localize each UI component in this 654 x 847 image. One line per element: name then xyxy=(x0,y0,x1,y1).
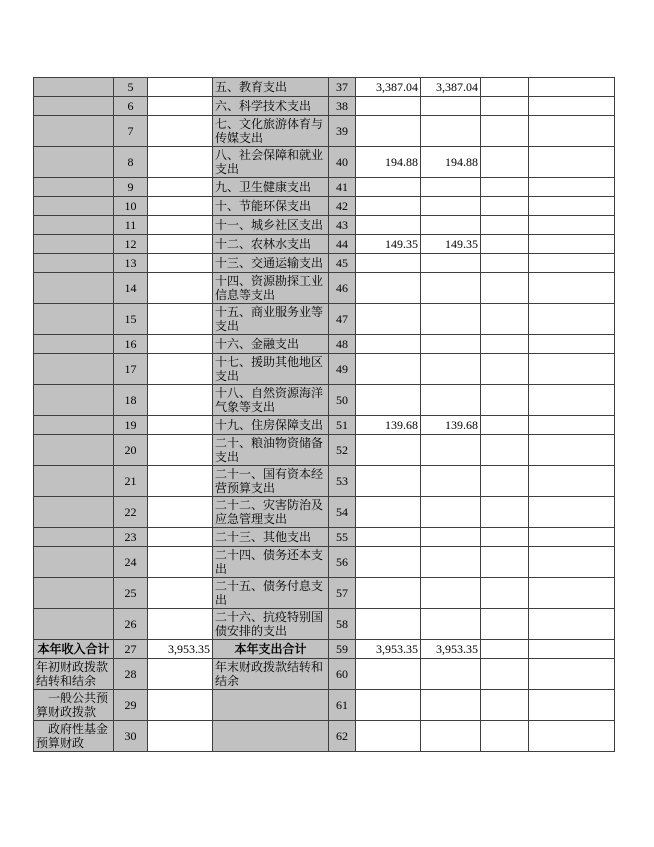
expenditure-amount-1 xyxy=(356,659,421,690)
income-seq-number: 30 xyxy=(114,721,148,752)
income-item-label xyxy=(34,435,114,466)
expenditure-seq-number: 38 xyxy=(329,97,356,116)
extra-amount-2 xyxy=(529,416,615,435)
expenditure-item-label: 十五、商业服务业等支出 xyxy=(213,304,329,335)
expenditure-amount-1 xyxy=(356,116,421,147)
income-item-label xyxy=(34,235,114,254)
income-seq-number: 29 xyxy=(114,690,148,721)
expenditure-amount-1 xyxy=(356,721,421,752)
extra-amount-1 xyxy=(481,178,529,197)
expenditure-amount-2: 3,387.04 xyxy=(421,78,481,97)
income-item-label xyxy=(34,116,114,147)
table-row xyxy=(34,235,615,254)
income-seq-number: 22 xyxy=(114,497,148,528)
expenditure-amount-1 xyxy=(356,97,421,116)
income-item-label xyxy=(34,273,114,304)
expenditure-item-label: 二十四、债务还本支出 xyxy=(213,547,329,578)
expenditure-item-label: 九、卫生健康支出 xyxy=(213,178,329,197)
expenditure-item-label: 十九、住房保障支出 xyxy=(213,416,329,435)
expenditure-seq-number: 61 xyxy=(329,690,356,721)
extra-amount-1 xyxy=(481,466,529,497)
extra-amount-1 xyxy=(481,609,529,640)
income-item-label xyxy=(34,197,114,216)
table-row xyxy=(34,609,615,640)
expenditure-seq-number: 56 xyxy=(329,547,356,578)
income-amount xyxy=(148,416,213,435)
income-seq-number: 26 xyxy=(114,609,148,640)
income-seq-number: 16 xyxy=(114,335,148,354)
income-amount xyxy=(148,466,213,497)
expenditure-amount-2 xyxy=(421,659,481,690)
expenditure-amount-2 xyxy=(421,690,481,721)
expenditure-amount-2 xyxy=(421,116,481,147)
income-amount xyxy=(148,273,213,304)
expenditure-amount-1: 194.88 xyxy=(356,147,421,178)
expenditure-item-label: 六、科学技术支出 xyxy=(213,97,329,116)
expenditure-amount-2: 3,953.35 xyxy=(421,640,481,659)
extra-amount-2 xyxy=(529,147,615,178)
income-item-label: 一般公共预算财政拨款 xyxy=(34,690,114,721)
income-item-label: 政府性基金预算财政 xyxy=(34,721,114,752)
expenditure-seq-number: 45 xyxy=(329,254,356,273)
income-seq-number: 11 xyxy=(114,216,148,235)
extra-amount-2 xyxy=(529,116,615,147)
income-amount xyxy=(148,435,213,466)
expenditure-seq-number: 39 xyxy=(329,116,356,147)
expenditure-item-label: 年末财政拨款结转和结余 xyxy=(213,659,329,690)
income-seq-number: 17 xyxy=(114,354,148,385)
income-item-label xyxy=(34,254,114,273)
expenditure-amount-1 xyxy=(356,497,421,528)
extra-amount-1 xyxy=(481,254,529,273)
income-item-label xyxy=(34,354,114,385)
extra-amount-2 xyxy=(529,721,615,752)
expenditure-amount-2 xyxy=(421,547,481,578)
table-row xyxy=(34,335,615,354)
expenditure-amount-1 xyxy=(356,354,421,385)
expenditure-amount-2: 139.68 xyxy=(421,416,481,435)
expenditure-amount-2 xyxy=(421,609,481,640)
expenditure-amount-1 xyxy=(356,385,421,416)
expenditure-item-label: 七、文化旅游体育与传媒支出 xyxy=(213,116,329,147)
expenditure-item-label xyxy=(213,721,329,752)
table-row xyxy=(34,147,615,178)
extra-amount-2 xyxy=(529,354,615,385)
income-seq-number: 10 xyxy=(114,197,148,216)
expenditure-amount-2 xyxy=(421,354,481,385)
table-row xyxy=(34,385,615,416)
expenditure-item-label: 十三、交通运输支出 xyxy=(213,254,329,273)
income-seq-number: 7 xyxy=(114,116,148,147)
extra-amount-1 xyxy=(481,147,529,178)
expenditure-amount-1 xyxy=(356,547,421,578)
extra-amount-1 xyxy=(481,216,529,235)
expenditure-item-label: 本年支出合计 xyxy=(213,640,329,659)
extra-amount-1 xyxy=(481,690,529,721)
income-item-label xyxy=(34,385,114,416)
income-seq-number: 5 xyxy=(114,78,148,97)
expenditure-amount-2 xyxy=(421,273,481,304)
extra-amount-1 xyxy=(481,721,529,752)
expenditure-item-label: 二十二、灾害防治及应急管理支出 xyxy=(213,497,329,528)
expenditure-item-label: 二十五、债务付息支出 xyxy=(213,578,329,609)
extra-amount-1 xyxy=(481,435,529,466)
extra-amount-1 xyxy=(481,116,529,147)
income-seq-number: 20 xyxy=(114,435,148,466)
expenditure-item-label: 十八、自然资源海洋气象等支出 xyxy=(213,385,329,416)
extra-amount-2 xyxy=(529,197,615,216)
expenditure-amount-2 xyxy=(421,178,481,197)
extra-amount-2 xyxy=(529,609,615,640)
expenditure-item-label xyxy=(213,690,329,721)
extra-amount-2 xyxy=(529,385,615,416)
expenditure-amount-1 xyxy=(356,273,421,304)
expenditure-amount-1: 3,953.35 xyxy=(356,640,421,659)
extra-amount-1 xyxy=(481,354,529,385)
extra-amount-2 xyxy=(529,235,615,254)
expenditure-item-label: 十一、城乡社区支出 xyxy=(213,216,329,235)
income-seq-number: 24 xyxy=(114,547,148,578)
table-row xyxy=(34,721,615,752)
extra-amount-2 xyxy=(529,216,615,235)
extra-amount-1 xyxy=(481,304,529,335)
income-seq-number: 13 xyxy=(114,254,148,273)
expenditure-seq-number: 43 xyxy=(329,216,356,235)
extra-amount-2 xyxy=(529,78,615,97)
income-item-label xyxy=(34,147,114,178)
income-item-label xyxy=(34,609,114,640)
expenditure-amount-1 xyxy=(356,197,421,216)
expenditure-amount-1 xyxy=(356,435,421,466)
extra-amount-2 xyxy=(529,335,615,354)
table-row xyxy=(34,578,615,609)
extra-amount-2 xyxy=(529,178,615,197)
income-item-label xyxy=(34,335,114,354)
expenditure-amount-1 xyxy=(356,609,421,640)
expenditure-amount-1 xyxy=(356,578,421,609)
table-row xyxy=(34,304,615,335)
income-seq-number: 14 xyxy=(114,273,148,304)
income-amount xyxy=(148,721,213,752)
table-row xyxy=(34,547,615,578)
extra-amount-1 xyxy=(481,416,529,435)
table-row xyxy=(34,640,615,659)
income-item-label: 本年收入合计 xyxy=(34,640,114,659)
expenditure-seq-number: 42 xyxy=(329,197,356,216)
income-amount xyxy=(148,216,213,235)
table-row xyxy=(34,97,615,116)
extra-amount-2 xyxy=(529,640,615,659)
income-amount xyxy=(148,385,213,416)
budget-table-body xyxy=(34,78,615,752)
expenditure-seq-number: 50 xyxy=(329,385,356,416)
expenditure-amount-1 xyxy=(356,216,421,235)
expenditure-amount-1 xyxy=(356,528,421,547)
extra-amount-1 xyxy=(481,640,529,659)
table-row xyxy=(34,659,615,690)
table-row xyxy=(34,497,615,528)
budget-table xyxy=(33,77,615,752)
expenditure-item-label: 十七、援助其他地区支出 xyxy=(213,354,329,385)
income-seq-number: 18 xyxy=(114,385,148,416)
expenditure-amount-1 xyxy=(356,335,421,354)
table-row xyxy=(34,197,615,216)
income-amount xyxy=(148,78,213,97)
expenditure-amount-2 xyxy=(421,97,481,116)
expenditure-item-label: 八、社会保障和就业支出 xyxy=(213,147,329,178)
expenditure-seq-number: 60 xyxy=(329,659,356,690)
extra-amount-2 xyxy=(529,659,615,690)
expenditure-amount-1: 3,387.04 xyxy=(356,78,421,97)
table-row xyxy=(34,273,615,304)
expenditure-seq-number: 37 xyxy=(329,78,356,97)
extra-amount-1 xyxy=(481,547,529,578)
table-row xyxy=(34,416,615,435)
expenditure-seq-number: 46 xyxy=(329,273,356,304)
income-item-label xyxy=(34,547,114,578)
expenditure-item-label: 十四、资源勘探工业信息等支出 xyxy=(213,273,329,304)
table-row xyxy=(34,435,615,466)
expenditure-seq-number: 49 xyxy=(329,354,356,385)
extra-amount-2 xyxy=(529,97,615,116)
expenditure-seq-number: 48 xyxy=(329,335,356,354)
extra-amount-2 xyxy=(529,497,615,528)
income-item-label xyxy=(34,578,114,609)
expenditure-seq-number: 55 xyxy=(329,528,356,547)
income-item-label xyxy=(34,304,114,335)
income-amount xyxy=(148,528,213,547)
expenditure-amount-2 xyxy=(421,435,481,466)
income-seq-number: 9 xyxy=(114,178,148,197)
table-row xyxy=(34,216,615,235)
extra-amount-1 xyxy=(481,273,529,304)
income-seq-number: 8 xyxy=(114,147,148,178)
table-row xyxy=(34,178,615,197)
expenditure-amount-2 xyxy=(421,528,481,547)
expenditure-amount-1 xyxy=(356,466,421,497)
expenditure-item-label: 二十六、抗疫特别国债安排的支出 xyxy=(213,609,329,640)
income-seq-number: 15 xyxy=(114,304,148,335)
extra-amount-1 xyxy=(481,497,529,528)
table-row xyxy=(34,78,615,97)
expenditure-amount-1 xyxy=(356,178,421,197)
expenditure-amount-2 xyxy=(421,197,481,216)
income-amount xyxy=(148,147,213,178)
expenditure-amount-2: 194.88 xyxy=(421,147,481,178)
income-seq-number: 12 xyxy=(114,235,148,254)
extra-amount-2 xyxy=(529,578,615,609)
income-seq-number: 25 xyxy=(114,578,148,609)
expenditure-amount-2 xyxy=(421,466,481,497)
expenditure-item-label: 二十三、其他支出 xyxy=(213,528,329,547)
table-row xyxy=(34,116,615,147)
expenditure-seq-number: 57 xyxy=(329,578,356,609)
extra-amount-1 xyxy=(481,659,529,690)
income-amount xyxy=(148,497,213,528)
expenditure-seq-number: 54 xyxy=(329,497,356,528)
expenditure-amount-1 xyxy=(356,690,421,721)
expenditure-amount-2 xyxy=(421,497,481,528)
extra-amount-2 xyxy=(529,466,615,497)
expenditure-seq-number: 62 xyxy=(329,721,356,752)
extra-amount-1 xyxy=(481,335,529,354)
income-item-label xyxy=(34,416,114,435)
expenditure-seq-number: 58 xyxy=(329,609,356,640)
expenditure-seq-number: 41 xyxy=(329,178,356,197)
table-row xyxy=(34,528,615,547)
income-amount xyxy=(148,116,213,147)
income-seq-number: 28 xyxy=(114,659,148,690)
income-amount xyxy=(148,659,213,690)
income-amount xyxy=(148,304,213,335)
income-amount xyxy=(148,235,213,254)
extra-amount-1 xyxy=(481,578,529,609)
income-seq-number: 6 xyxy=(114,97,148,116)
expenditure-amount-2 xyxy=(421,335,481,354)
income-seq-number: 23 xyxy=(114,528,148,547)
expenditure-amount-2: 149.35 xyxy=(421,235,481,254)
table-row xyxy=(34,354,615,385)
income-item-label xyxy=(34,528,114,547)
income-amount xyxy=(148,578,213,609)
income-amount xyxy=(148,690,213,721)
expenditure-seq-number: 47 xyxy=(329,304,356,335)
extra-amount-2 xyxy=(529,690,615,721)
table-row xyxy=(34,690,615,721)
expenditure-amount-1: 149.35 xyxy=(356,235,421,254)
expenditure-amount-2 xyxy=(421,304,481,335)
expenditure-seq-number: 40 xyxy=(329,147,356,178)
expenditure-seq-number: 52 xyxy=(329,435,356,466)
income-item-label xyxy=(34,216,114,235)
extra-amount-1 xyxy=(481,197,529,216)
income-amount xyxy=(148,335,213,354)
table-row xyxy=(34,466,615,497)
expenditure-item-label: 十二、农林水支出 xyxy=(213,235,329,254)
income-amount xyxy=(148,197,213,216)
table-row xyxy=(34,254,615,273)
expenditure-item-label: 五、教育支出 xyxy=(213,78,329,97)
income-amount xyxy=(148,609,213,640)
extra-amount-1 xyxy=(481,78,529,97)
expenditure-amount-2 xyxy=(421,721,481,752)
expenditure-amount-1: 139.68 xyxy=(356,416,421,435)
extra-amount-1 xyxy=(481,235,529,254)
expenditure-amount-2 xyxy=(421,385,481,416)
expenditure-seq-number: 51 xyxy=(329,416,356,435)
extra-amount-1 xyxy=(481,528,529,547)
income-amount: 3,953.35 xyxy=(148,640,213,659)
extra-amount-2 xyxy=(529,254,615,273)
expenditure-amount-2 xyxy=(421,216,481,235)
expenditure-seq-number: 53 xyxy=(329,466,356,497)
income-item-label xyxy=(34,466,114,497)
expenditure-amount-1 xyxy=(356,254,421,273)
extra-amount-2 xyxy=(529,273,615,304)
extra-amount-1 xyxy=(481,385,529,416)
expenditure-amount-2 xyxy=(421,578,481,609)
extra-amount-2 xyxy=(529,304,615,335)
expenditure-seq-number: 44 xyxy=(329,235,356,254)
income-amount xyxy=(148,178,213,197)
income-amount xyxy=(148,97,213,116)
income-amount xyxy=(148,354,213,385)
expenditure-amount-2 xyxy=(421,254,481,273)
income-item-label xyxy=(34,497,114,528)
expenditure-item-label: 二十、粮油物资储备支出 xyxy=(213,435,329,466)
income-amount xyxy=(148,547,213,578)
extra-amount-2 xyxy=(529,547,615,578)
income-amount xyxy=(148,254,213,273)
expenditure-item-label: 二十一、国有资本经营预算支出 xyxy=(213,466,329,497)
income-seq-number: 27 xyxy=(114,640,148,659)
income-item-label xyxy=(34,78,114,97)
income-seq-number: 19 xyxy=(114,416,148,435)
extra-amount-1 xyxy=(481,97,529,116)
expenditure-item-label: 十六、金融支出 xyxy=(213,335,329,354)
extra-amount-2 xyxy=(529,528,615,547)
income-seq-number: 21 xyxy=(114,466,148,497)
extra-amount-2 xyxy=(529,435,615,466)
expenditure-seq-number: 59 xyxy=(329,640,356,659)
income-item-label: 年初财政拨款结转和结余 xyxy=(34,659,114,690)
expenditure-item-label: 十、节能环保支出 xyxy=(213,197,329,216)
income-item-label xyxy=(34,97,114,116)
expenditure-amount-1 xyxy=(356,304,421,335)
income-item-label xyxy=(34,178,114,197)
